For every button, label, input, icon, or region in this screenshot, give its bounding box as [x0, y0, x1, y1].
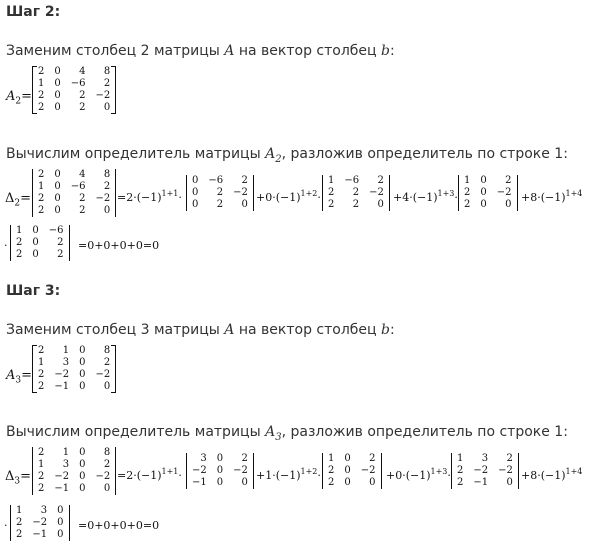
- matrix-row: [11, 249, 69, 261]
- matrix-cell: 1: [38, 357, 45, 368]
- matrix-cell: 2: [79, 90, 86, 101]
- matrix-table: [33, 169, 115, 217]
- step2-term4-dot: ·: [4, 239, 8, 252]
- step2-matrix: [32, 66, 116, 114]
- matrix-index: 3: [15, 375, 22, 386]
- matrix-cell: 0: [54, 205, 61, 216]
- matrix-cell: −6: [70, 181, 86, 192]
- matrix-cell: 2: [369, 453, 376, 464]
- text-part: Заменим столбец 3 матрицы: [6, 322, 225, 338]
- step2-minor3: [458, 175, 518, 211]
- matrix-cell: 0: [79, 471, 86, 482]
- matrix-cell: 2: [103, 357, 111, 368]
- coef: 0: [395, 469, 403, 482]
- matrix-cell: 0: [54, 90, 61, 101]
- matrix-row: [33, 66, 115, 78]
- matrix-row: [323, 175, 389, 187]
- matrix-cell: 2: [377, 175, 384, 186]
- matrix-cell: 1: [62, 345, 70, 356]
- matrix-table: [459, 175, 517, 211]
- matrix-cell: −6: [344, 175, 360, 186]
- matrix-cell: 0: [54, 66, 61, 77]
- matrix-cell: 2: [103, 78, 111, 89]
- matrix-cell: 0: [216, 465, 224, 476]
- matrix-cell: −1: [192, 477, 207, 488]
- matrix-row: [323, 187, 389, 199]
- var-a: A: [265, 146, 276, 162]
- text-part: :: [389, 43, 395, 59]
- step3-minor1: [186, 453, 254, 489]
- matrix-cell: 0: [79, 369, 86, 380]
- matrix-cell: 0: [32, 225, 39, 236]
- matrix-cell: −2: [95, 193, 111, 204]
- matrix-cell: 2: [328, 199, 335, 210]
- matrix-cell: −2: [95, 369, 111, 380]
- matrix-cell: 2: [103, 459, 111, 470]
- matrix-row: [33, 369, 115, 381]
- step2-det-label: $\Delta_2=$: [5, 191, 32, 209]
- matrix-cell: 1: [16, 505, 23, 516]
- matrix-cell: −2: [95, 90, 111, 101]
- step3-det-label: $\Delta_3=$: [5, 469, 32, 487]
- matrix-table: [323, 175, 389, 211]
- matrix-table: [323, 453, 381, 489]
- step3-minor3: [451, 453, 519, 489]
- matrix-row: [33, 90, 115, 102]
- matrix-table: [33, 66, 115, 114]
- matrix-cell: 0: [79, 381, 86, 392]
- matrix-cell: 8: [103, 345, 111, 356]
- matrix-row: [459, 187, 517, 199]
- matrix-cell: −2: [369, 187, 384, 198]
- matrix-cell: 2: [505, 175, 512, 186]
- matrix-row: [187, 199, 253, 211]
- matrix-row: [11, 237, 69, 249]
- coef: 4: [402, 191, 410, 204]
- matrix-cell: 0: [192, 187, 199, 198]
- matrix-row: [33, 102, 115, 114]
- matrix-cell: −1: [473, 477, 489, 488]
- matrix-cell: 2: [241, 175, 248, 186]
- matrix-cell: 2: [16, 517, 23, 528]
- matrix-row: [452, 477, 518, 489]
- step3-term2-prefix: $+1\cdot(-1)^{1+2}\cdot$: [256, 467, 321, 482]
- matrix-cell: 2: [79, 102, 86, 113]
- matrix-cell: 2: [328, 465, 335, 476]
- matrix-cell: 3: [62, 357, 70, 368]
- step2-minor4: [10, 225, 70, 261]
- delta-symbol: Δ: [5, 469, 15, 484]
- exponent: 1+3: [430, 467, 448, 476]
- text-part: , разложив определитель по строке 1:: [281, 146, 568, 162]
- step2-minor1: [186, 175, 254, 211]
- matrix-row: [33, 78, 115, 90]
- matrix-cell: 1: [38, 459, 45, 470]
- matrix-cell: 0: [57, 505, 64, 516]
- matrix-cell: 0: [241, 477, 248, 488]
- matrix-row: [187, 175, 253, 187]
- matrix-cell: 0: [192, 175, 199, 186]
- matrix-cell: 0: [506, 477, 513, 488]
- coef: 8: [530, 469, 538, 482]
- var-b: b: [381, 43, 390, 59]
- matrix-cell: 0: [369, 477, 376, 488]
- matrix-cell: 2: [79, 205, 86, 216]
- step3-term4-prefix: $+8\cdot(-1)^{1+4}$: [521, 467, 583, 482]
- matrix-cell: 1: [16, 225, 23, 236]
- step2-term2-prefix: $+0\cdot(-1)^{1+2}\cdot$: [256, 189, 321, 204]
- matrix-row: [11, 529, 69, 541]
- matrix-name: A: [6, 89, 16, 104]
- matrix-cell: 0: [57, 529, 64, 540]
- matrix-cell: 1: [62, 447, 70, 458]
- matrix-table: [33, 447, 115, 495]
- exponent: 1+2: [300, 189, 318, 198]
- matrix-cell: 8: [103, 447, 111, 458]
- step2-replace-text: [6, 43, 395, 59]
- step2-matrix-label: $A_2=$: [6, 89, 33, 107]
- text-part: , разложив определитель по строке 1:: [281, 424, 568, 440]
- var-a: A: [265, 424, 276, 440]
- matrix-row: [11, 517, 69, 529]
- matrix-cell: 2: [457, 465, 464, 476]
- step2-term3-prefix: $+4\cdot(-1)^{1+3}\cdot$: [393, 189, 458, 204]
- step3-result: =0+0+0+0=0: [78, 519, 160, 532]
- matrix-cell: 2: [38, 90, 45, 101]
- matrix-cell: 0: [344, 477, 351, 488]
- matrix-cell: 2: [464, 187, 471, 198]
- matrix-cell: 0: [216, 453, 224, 464]
- matrix-row: [33, 345, 115, 357]
- step3-det-matrix: [32, 447, 116, 495]
- step3-minor4: [10, 505, 70, 541]
- var-a: A: [224, 322, 235, 338]
- matrix-cell: 8: [103, 66, 111, 77]
- matrix-table: [452, 453, 518, 489]
- matrix-cell: 0: [480, 175, 487, 186]
- matrix-cell: 2: [352, 199, 360, 210]
- delta-index: 2: [14, 198, 21, 209]
- matrix-cell: 2: [457, 477, 464, 488]
- matrix-cell: 3: [40, 505, 48, 516]
- matrix-cell: 0: [79, 357, 86, 368]
- matrix-cell: −1: [54, 483, 70, 494]
- matrix-row: [33, 193, 115, 205]
- text-part: на вектор столбец: [234, 43, 381, 59]
- matrix-row: [33, 483, 115, 495]
- step3-matrix: [32, 345, 116, 393]
- step3-term1-prefix: $=2\cdot(-1)^{1+1}\cdot$: [117, 467, 182, 482]
- matrix-cell: 1: [328, 453, 335, 464]
- var-index: 2: [275, 153, 282, 165]
- step3-replace-text: [6, 322, 395, 338]
- exponent: 1+2: [300, 467, 318, 476]
- matrix-row: [33, 181, 115, 193]
- matrix-row: [33, 357, 115, 369]
- matrix-cell: 0: [79, 483, 86, 494]
- step2-term4-prefix: $+8\cdot(-1)^{1+4}$: [521, 189, 583, 204]
- step2-det-matrix: [32, 169, 116, 217]
- matrix-row: [187, 453, 253, 465]
- matrix-cell: 2: [216, 199, 224, 210]
- matrix-row: [11, 505, 69, 517]
- exponent: 1+3: [437, 189, 455, 198]
- matrix-cell: 0: [480, 199, 487, 210]
- matrix-row: [452, 465, 518, 477]
- matrix-cell: 2: [464, 199, 471, 210]
- matrix-row: [33, 459, 115, 471]
- matrix-table: [187, 453, 253, 489]
- matrix-cell: 0: [216, 477, 224, 488]
- step2-heading: Шаг 2:: [6, 4, 61, 20]
- var-index: 3: [275, 431, 282, 443]
- matrix-cell: −6: [48, 225, 64, 236]
- matrix-cell: 0: [103, 205, 111, 216]
- coef: 8: [530, 191, 538, 204]
- coef: 2: [126, 469, 134, 482]
- matrix-cell: 0: [103, 483, 111, 494]
- matrix-cell: 0: [54, 193, 61, 204]
- matrix-cell: 3: [200, 453, 207, 464]
- matrix-cell: 0: [241, 199, 248, 210]
- coef: 0: [265, 191, 273, 204]
- step3-term3-prefix: $+0\cdot(-1)^{1+3}\cdot$: [386, 467, 451, 482]
- matrix-row: [11, 225, 69, 237]
- exponent: 1+1: [161, 189, 179, 198]
- matrix-cell: 2: [328, 187, 335, 198]
- step2-minor2: [322, 175, 390, 211]
- matrix-cell: 1: [38, 78, 45, 89]
- matrix-cell: 2: [57, 249, 64, 260]
- step3-minor2: [322, 453, 382, 489]
- matrix-table: [187, 175, 253, 211]
- matrix-cell: −2: [54, 369, 70, 380]
- matrix-cell: −2: [233, 187, 248, 198]
- matrix-cell: 0: [480, 187, 487, 198]
- matrix-row: [33, 169, 115, 181]
- text-part: :: [389, 322, 395, 338]
- text-part: Вычислим определитель матрицы: [6, 424, 266, 440]
- step3-matrix-label: $A_3=$: [6, 368, 33, 386]
- matrix-cell: 0: [32, 237, 39, 248]
- matrix-cell: −2: [54, 471, 70, 482]
- matrix-cell: −2: [32, 517, 48, 528]
- matrix-cell: 0: [54, 169, 61, 180]
- matrix-row: [187, 477, 253, 489]
- matrix-row: [323, 199, 389, 211]
- matrix-cell: 2: [38, 66, 45, 77]
- matrix-cell: 3: [481, 453, 489, 464]
- matrix-cell: 0: [192, 199, 199, 210]
- matrix-row: [33, 205, 115, 217]
- matrix-row: [33, 381, 115, 393]
- matrix-cell: 2: [216, 187, 224, 198]
- matrix-cell: 0: [54, 181, 61, 192]
- matrix-cell: 4: [79, 66, 86, 77]
- matrix-cell: 0: [377, 199, 384, 210]
- step3-term4-dot: ·: [4, 519, 8, 532]
- matrix-cell: 0: [505, 199, 512, 210]
- delta-symbol: Δ: [5, 191, 15, 206]
- coef: 1: [265, 469, 273, 482]
- exponent: 1+1: [161, 467, 179, 476]
- matrix-cell: 0: [344, 453, 351, 464]
- matrix-cell: 0: [103, 102, 111, 113]
- matrix-cell: 0: [79, 345, 86, 356]
- matrix-cell: −6: [208, 175, 224, 186]
- exponent: 1+4: [565, 467, 583, 476]
- var-a: A: [224, 43, 235, 59]
- matrix-row: [323, 453, 381, 465]
- matrix-cell: 1: [457, 453, 464, 464]
- matrix-cell: 0: [79, 447, 86, 458]
- matrix-table: [11, 505, 69, 541]
- matrix-cell: 2: [38, 447, 45, 458]
- coef: 2: [126, 191, 134, 204]
- step2-calc-text: [6, 146, 568, 165]
- matrix-cell: 2: [79, 193, 86, 204]
- matrix-cell: 2: [16, 237, 23, 248]
- matrix-cell: −6: [70, 78, 86, 89]
- matrix-cell: 2: [328, 477, 335, 488]
- matrix-cell: 2: [57, 237, 64, 248]
- matrix-name: A: [6, 368, 16, 383]
- matrix-row: [33, 447, 115, 459]
- matrix-cell: 4: [79, 169, 86, 180]
- matrix-cell: 0: [344, 465, 351, 476]
- matrix-cell: 8: [103, 169, 111, 180]
- matrix-cell: 2: [38, 483, 45, 494]
- matrix-row: [33, 471, 115, 483]
- matrix-cell: 1: [464, 175, 471, 186]
- matrix-cell: −2: [95, 471, 111, 482]
- matrix-row: [187, 187, 253, 199]
- matrix-cell: 2: [38, 102, 45, 113]
- matrix-table: [33, 345, 115, 393]
- matrix-cell: 0: [103, 381, 111, 392]
- var-b: b: [381, 322, 390, 338]
- step2-result: =0+0+0+0=0: [78, 239, 160, 252]
- matrix-cell: −1: [32, 529, 48, 540]
- matrix-row: [323, 477, 381, 489]
- matrix-cell: 2: [506, 453, 513, 464]
- matrix-cell: 0: [32, 249, 39, 260]
- exponent: 1+4: [565, 189, 583, 198]
- step2-term1-prefix: $=2\cdot(-1)^{1+1}\cdot$: [117, 189, 182, 204]
- matrix-cell: 2: [38, 471, 45, 482]
- matrix-row: [452, 453, 518, 465]
- matrix-cell: 2: [352, 187, 360, 198]
- matrix-cell: 2: [38, 193, 45, 204]
- matrix-cell: 0: [54, 102, 61, 113]
- matrix-cell: −2: [233, 465, 248, 476]
- matrix-cell: 2: [103, 181, 111, 192]
- matrix-cell: 2: [16, 249, 23, 260]
- matrix-cell: 2: [38, 205, 45, 216]
- text-part: Заменим столбец 2 матрицы: [6, 43, 225, 59]
- matrix-cell: 2: [38, 169, 45, 180]
- matrix-table: [11, 225, 69, 261]
- matrix-row: [187, 465, 253, 477]
- matrix-cell: 0: [79, 459, 86, 470]
- step3-calc-text: [6, 424, 568, 443]
- delta-index: 3: [14, 476, 21, 487]
- matrix-row: [459, 175, 517, 187]
- matrix-cell: 2: [38, 381, 45, 392]
- matrix-cell: 0: [54, 78, 61, 89]
- matrix-cell: 1: [328, 175, 335, 186]
- matrix-cell: 2: [16, 529, 23, 540]
- step3-heading: Шаг 3:: [6, 283, 61, 299]
- matrix-cell: 3: [62, 459, 70, 470]
- text-part: на вектор столбец: [234, 322, 381, 338]
- matrix-cell: 2: [38, 345, 45, 356]
- matrix-index: 2: [15, 96, 22, 107]
- matrix-cell: −1: [54, 381, 70, 392]
- matrix-cell: −2: [192, 465, 207, 476]
- text-part: Вычислим определитель матрицы: [6, 146, 266, 162]
- matrix-cell: 0: [57, 517, 64, 528]
- matrix-cell: −2: [473, 465, 489, 476]
- matrix-cell: 2: [38, 369, 45, 380]
- matrix-cell: −2: [360, 465, 376, 476]
- matrix-cell: 2: [241, 453, 248, 464]
- matrix-cell: −2: [498, 465, 513, 476]
- matrix-row: [459, 199, 517, 211]
- matrix-cell: 1: [38, 181, 45, 192]
- matrix-row: [323, 465, 381, 477]
- matrix-cell: −2: [496, 187, 512, 198]
